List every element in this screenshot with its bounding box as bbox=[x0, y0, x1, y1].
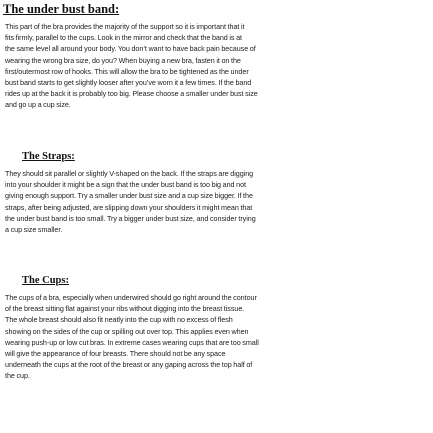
paragraph-line: of the breast sitting flat against your ribs without digging into the breast tissue. bbox=[5, 304, 245, 314]
paragraph-line: The whole breast should also fit neatly into the cup with no excess of flesh bbox=[5, 315, 233, 325]
paragraph-line: wearing push-up or low cut bras. In extreme cases wearing cups that are too small bbox=[5, 337, 259, 347]
paragraph-line: bust band starts to get slightly looser after you’ve worn it a few times. If the band bbox=[5, 78, 252, 88]
section-heading: The Straps: bbox=[22, 151, 75, 162]
paragraph-line: giving enough support. Try a smaller under bust size and a cup size bigger. If the bbox=[5, 191, 253, 201]
paragraph-line: first/outermost row of hooks. This will allow the bra to be tightened as the under bbox=[5, 66, 249, 76]
paragraph-line: the same level all around your body. You don’t want to have back pain because of bbox=[5, 44, 256, 54]
section-paragraph bbox=[5, 168, 421, 235]
section-heading: The Cups: bbox=[22, 275, 69, 286]
paragraph-line: They should sit parallel or slightly V-shaped on the back. If the straps are digging bbox=[5, 169, 254, 178]
paragraph-line: into your shoulder it might be a sign that the under bust band is too big and not bbox=[5, 180, 246, 190]
paragraph-line: showing on the sides of the cup or spilling out over top. This applies even when bbox=[5, 326, 249, 336]
paragraph-line: the cup. bbox=[5, 371, 30, 381]
paragraph-line: and go up a cup size. bbox=[5, 100, 71, 110]
section-heading: The under bust band: bbox=[3, 2, 120, 16]
section-paragraph bbox=[5, 21, 421, 111]
paragraph-line: a cup size smaller. bbox=[5, 225, 63, 235]
paragraph-line: underneath the cups at the root of the breast or any gaping across the top half of bbox=[5, 360, 253, 370]
paragraph-line: rides up at the back it is probably too big. Please choose a smaller under bust size bbox=[5, 89, 258, 99]
paragraph-line: wearing the wrong bra size, do you? When buying a new bra, fasten it on the bbox=[5, 55, 241, 65]
paragraph-line: will give the appearance of four breasts. There should not be any space bbox=[5, 349, 226, 359]
paragraph-line: fits firmly, parallel to the cups. Look in the mirror and check that the band is at bbox=[5, 33, 243, 43]
paragraph-line: This part of the bra provides the majority of the support so it is important that it bbox=[5, 22, 245, 31]
paragraph-line: straps, after being adjusted, are slipping down your shoulders it might mean that bbox=[5, 202, 253, 212]
paragraph-line: the under bust band is too small. Try a bigger under bust size, and consider trying bbox=[5, 213, 256, 223]
paragraph-line: The cups of a bra, especially when underwired should go right around the contour bbox=[5, 293, 257, 302]
section-paragraph bbox=[5, 292, 421, 382]
